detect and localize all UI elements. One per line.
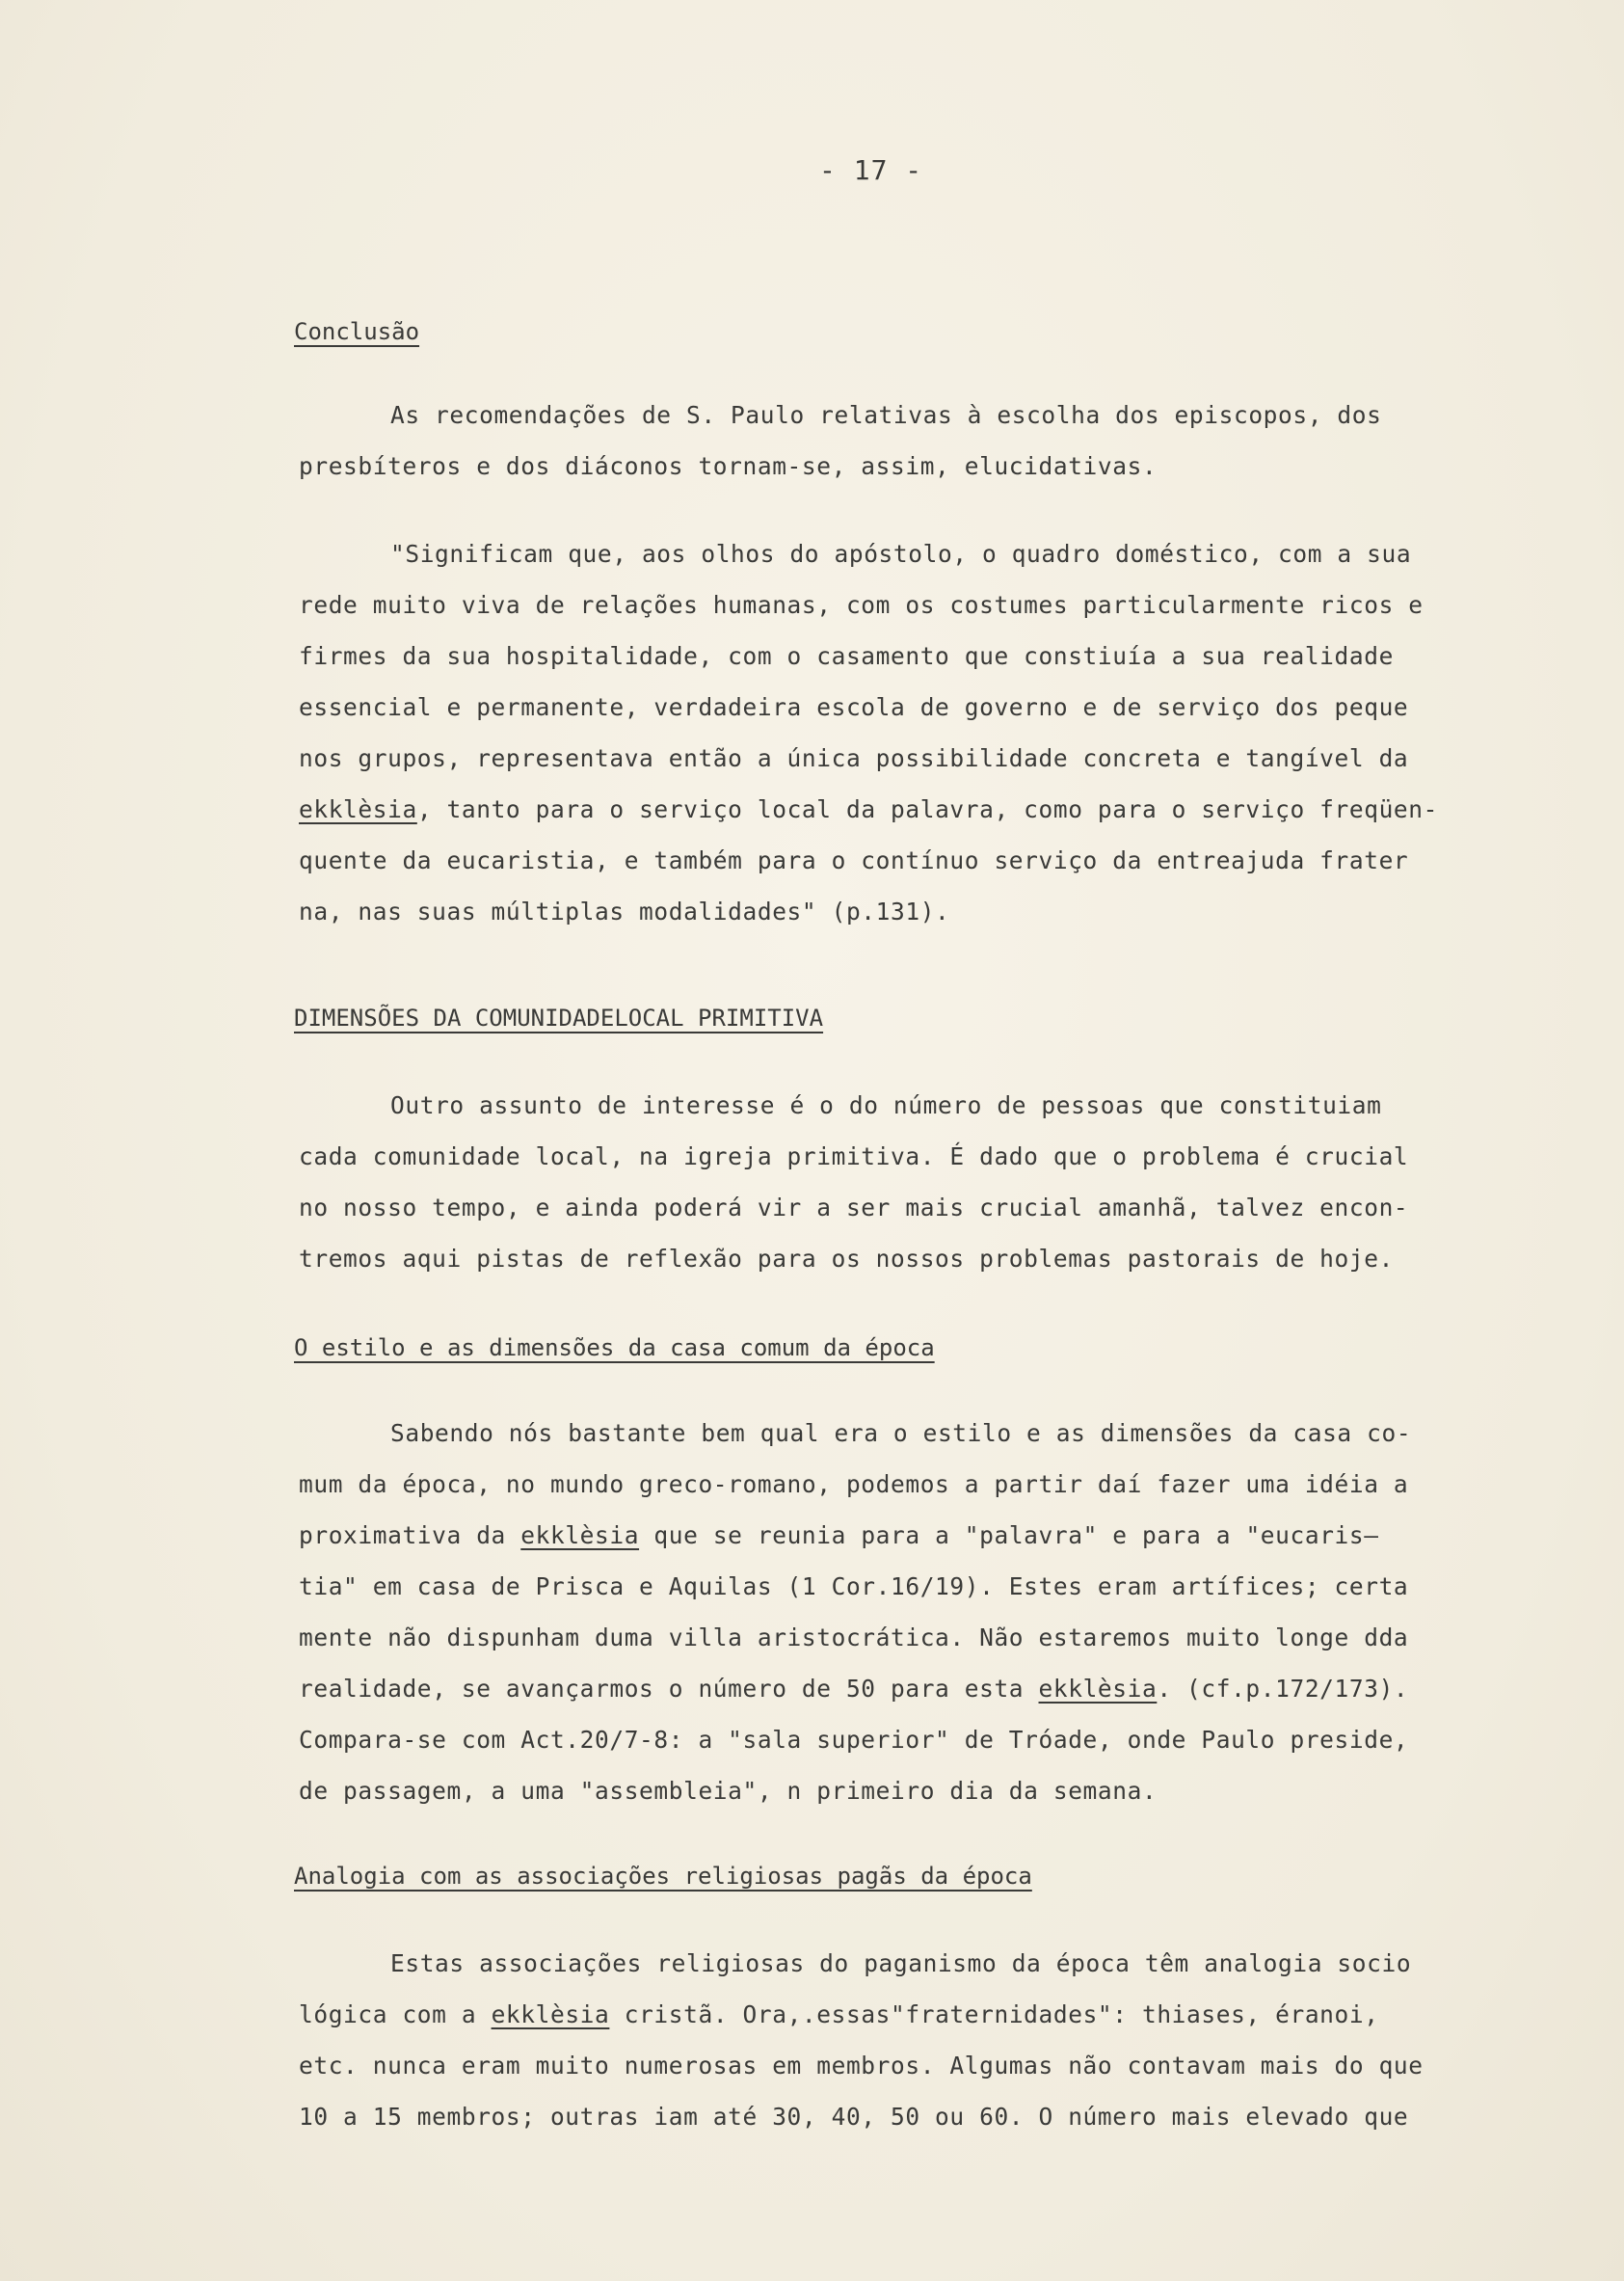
- text-line: etc. nunca eram muito numerosas em membros. Algumas não contavam mais do que: [299, 2052, 1424, 2080]
- paragraph-quote: [299, 528, 1513, 937]
- text-line: Outro assunto de interesse é o do número de pessoas que constituiam: [390, 1091, 1382, 1119]
- text-line: essencial e permanente, verdadeira escola de governo e de serviço dos peque: [299, 693, 1409, 721]
- text-line: na, nas suas múltiplas modalidades" (p.131).: [299, 898, 950, 926]
- text-line: nos grupos, representava então a única possibilidade concreta e tangível da: [299, 744, 1409, 772]
- text-line: As recomendações de S. Paulo relativas à escolha dos episcopos, dos: [390, 401, 1382, 429]
- paragraph-analogia: [299, 1938, 1513, 2142]
- text-line: Compara-se com Act.20/7-8: a "sala superior" de Tróade, onde Paulo preside,: [299, 1726, 1409, 1754]
- text-line: mum da época, no mundo greco-romano, podemos a partir daí fazer uma idéia a: [299, 1470, 1409, 1498]
- heading-conclusao: Conclusão: [294, 318, 420, 345]
- term-ekklesia: ekklèsia: [491, 2000, 610, 2028]
- text-line: 10 a 15 membros; outras iam até 30, 40, 50 ou 60. O número mais elevado que: [299, 2103, 1409, 2131]
- text-fragment: lógica com a: [299, 2000, 492, 2028]
- heading-estilo: O estilo e as dimensões da casa comum da época: [294, 1334, 935, 1361]
- text-line: Sabendo nós bastante bem qual era o estilo e as dimensões da casa co-: [390, 1419, 1412, 1447]
- text-line: de passagem, a uma "assembleia", n primeiro dia da semana.: [299, 1777, 1158, 1805]
- text-line: firmes da sua hospitalidade, com o casamento que constiuía a sua realidade: [299, 642, 1394, 670]
- text-line: quente da eucaristia, e também para o contínuo serviço da entreajuda frater: [299, 846, 1409, 874]
- heading-dimensoes: DIMENSÕES DA COMUNIDADELOCAL PRIMITIVA: [294, 1005, 824, 1032]
- text-line: no nosso tempo, e ainda poderá vir a ser mais crucial amanhã, talvez encon-: [299, 1194, 1409, 1221]
- text-fragment: realidade, se avançarmos o número de 50 para esta: [299, 1675, 1039, 1703]
- text-line: [299, 1510, 1513, 1561]
- paragraph-conclusao: [299, 389, 1513, 492]
- paragraph-estilo: [299, 1408, 1513, 1816]
- text-fragment: proximativa da: [299, 1521, 521, 1549]
- heading-analogia: Analogia com as associações religiosas pagãs da época: [294, 1863, 1032, 1890]
- term-ekklesia: ekklèsia: [1038, 1675, 1158, 1703]
- text-line: "Significam que, aos olhos do apóstolo, o quadro doméstico, com a sua: [390, 540, 1412, 568]
- term-ekklesia: ekklèsia: [520, 1521, 640, 1549]
- term-ekklesia: ekklèsia: [299, 795, 417, 823]
- text-line: [299, 784, 1513, 835]
- text-line: [299, 1989, 1513, 2040]
- text-fragment: , tanto para o serviço local da palavra, como para o serviço freqüen-: [416, 795, 1438, 823]
- text-line: rede muito viva de relações humanas, com os costumes particularmente ricos e: [299, 591, 1424, 619]
- text-line: Estas associações religiosas do paganismo da época têm analogia socio: [390, 1949, 1412, 1977]
- text-line: tia" em casa de Prisca e Aquilas (1 Cor.16/19). Estes eram artífices; certa: [299, 1572, 1409, 1600]
- text-line: cada comunidade local, na igreja primitiva. É dado que o problema é crucial: [299, 1142, 1409, 1170]
- text-line: mente não dispunham duma villa aristocrática. Não estaremos muito longe dda: [299, 1624, 1409, 1651]
- text-fragment: . (cf.p.172/173).: [1157, 1675, 1409, 1703]
- text-line: [299, 1663, 1513, 1714]
- text-fragment: que se reunia para a "palavra" e para a "eucaris—: [639, 1521, 1379, 1549]
- text-line: tremos aqui pistas de reflexão para os nossos problemas pastorais de hoje.: [299, 1245, 1394, 1273]
- page-number: - 17 -: [819, 154, 923, 186]
- paragraph-dimensoes: [299, 1080, 1513, 1284]
- text-line: presbíteros e dos diáconos tornam-se, assim, elucidativas.: [299, 452, 1158, 480]
- text-fragment: cristã. Ora,.essas"fraternidades": thiases, éranoi,: [609, 2000, 1379, 2028]
